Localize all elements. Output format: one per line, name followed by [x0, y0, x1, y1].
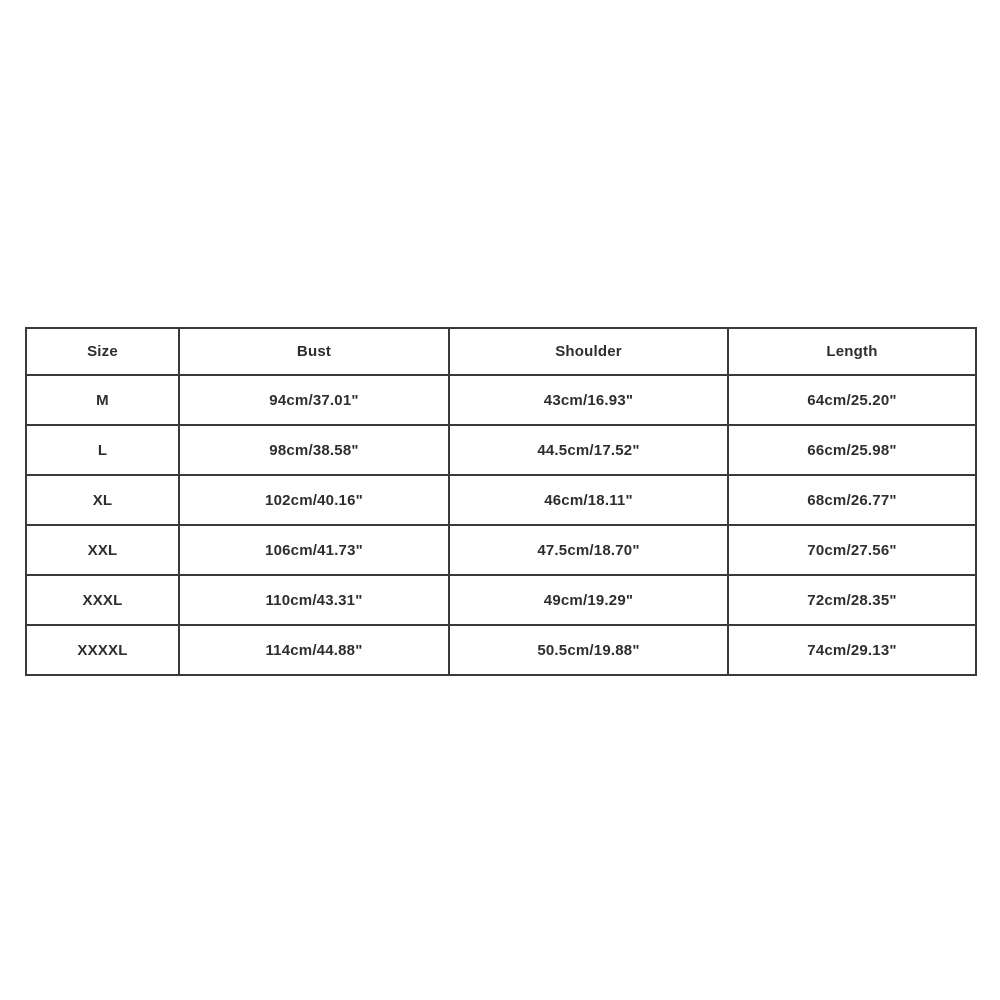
table-row [26, 375, 976, 425]
cell-length: 66cm/25.98" [728, 425, 976, 475]
table-row [26, 625, 976, 675]
table-row [26, 575, 976, 625]
cell-size: XXXXL [26, 625, 179, 675]
cell-length: 68cm/26.77" [728, 475, 976, 525]
cell-shoulder: 47.5cm/18.70" [449, 525, 728, 575]
cell-bust: 102cm/40.16" [179, 475, 449, 525]
column-header-size: Size [26, 328, 179, 375]
table-row [26, 475, 976, 525]
size-chart-header-row [26, 328, 976, 375]
cell-shoulder: 50.5cm/19.88" [449, 625, 728, 675]
cell-size: XL [26, 475, 179, 525]
column-header-bust: Bust [179, 328, 449, 375]
cell-bust: 94cm/37.01" [179, 375, 449, 425]
cell-bust: 110cm/43.31" [179, 575, 449, 625]
cell-shoulder: 44.5cm/17.52" [449, 425, 728, 475]
table-row [26, 425, 976, 475]
cell-shoulder: 49cm/19.29" [449, 575, 728, 625]
cell-size: XXXL [26, 575, 179, 625]
cell-length: 64cm/25.20" [728, 375, 976, 425]
cell-bust: 114cm/44.88" [179, 625, 449, 675]
column-header-shoulder: Shoulder [449, 328, 728, 375]
cell-length: 70cm/27.56" [728, 525, 976, 575]
cell-length: 74cm/29.13" [728, 625, 976, 675]
cell-bust: 106cm/41.73" [179, 525, 449, 575]
table-row [26, 525, 976, 575]
size-chart-table [25, 327, 977, 676]
cell-length: 72cm/28.35" [728, 575, 976, 625]
cell-shoulder: 46cm/18.11" [449, 475, 728, 525]
cell-size: XXL [26, 525, 179, 575]
cell-bust: 98cm/38.58" [179, 425, 449, 475]
cell-size: L [26, 425, 179, 475]
cell-shoulder: 43cm/16.93" [449, 375, 728, 425]
column-header-length: Length [728, 328, 976, 375]
cell-size: M [26, 375, 179, 425]
